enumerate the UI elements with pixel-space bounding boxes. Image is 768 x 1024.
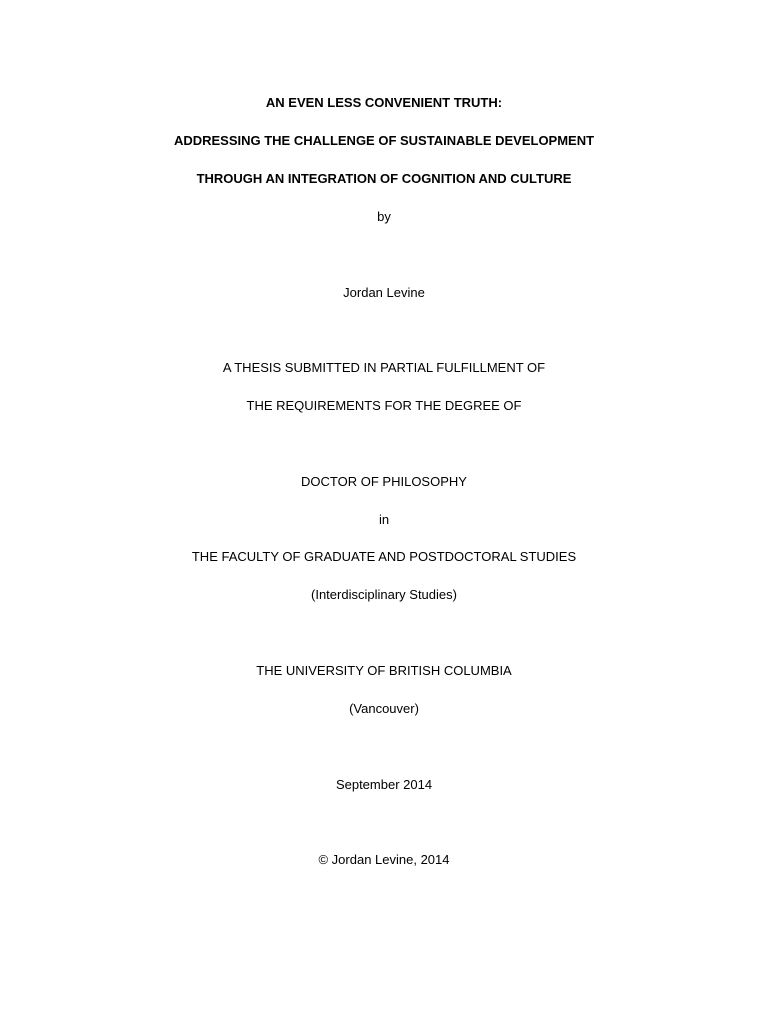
in-label: in — [378, 512, 390, 527]
thesis-title-line-2: ADDRESSING THE CHALLENGE OF SUSTAINABLE DEVELOPMENT — [173, 133, 595, 148]
author-name: Jordan Levine — [343, 285, 425, 300]
campus-name: (Vancouver) — [349, 701, 419, 716]
faculty-name: THE FACULTY OF GRADUATE AND POSTDOCTORAL STUDIES — [191, 549, 577, 564]
submission-statement-line-1: A THESIS SUBMITTED IN PARTIAL FULFILLMENT OF — [222, 360, 546, 375]
copyright-notice: © Jordan Levine, 2014 — [318, 852, 450, 867]
submission-statement-line-2: THE REQUIREMENTS FOR THE DEGREE OF — [246, 398, 522, 413]
degree-name: DOCTOR OF PHILOSOPHY — [301, 474, 467, 489]
program-name: (Interdisciplinary Studies) — [311, 587, 457, 602]
university-name: THE UNIVERSITY OF BRITISH COLUMBIA — [256, 663, 512, 678]
thesis-title-line-3: THROUGH AN INTEGRATION OF COGNITION AND CULTURE — [196, 171, 572, 186]
thesis-title-line-1: AN EVEN LESS CONVENIENT TRUTH: — [265, 95, 503, 110]
submission-date: September 2014 — [335, 777, 433, 792]
by-label: by — [377, 209, 391, 224]
